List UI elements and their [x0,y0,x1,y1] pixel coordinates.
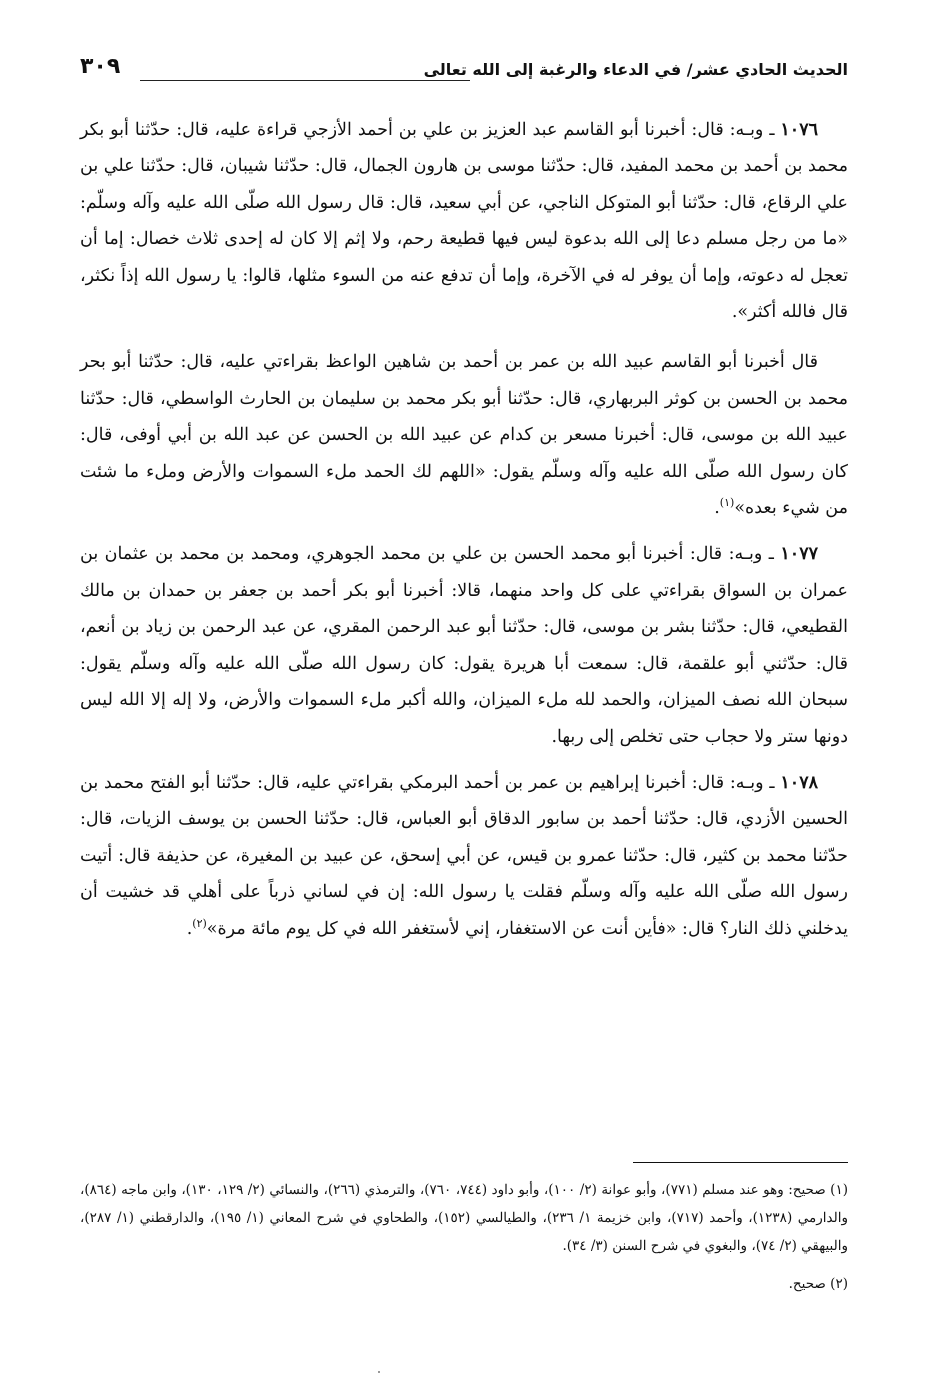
hadith-number: ١٠٧٦ [780,120,818,140]
footnote-ref-1[interactable]: (١) [719,496,735,510]
narration-text: قال أخبرنا أبو القاسم عبيد الله بن عمر بن أحمد بن شاهين الواعظ بقراءتي عليه، قال: حدّثنا أبو بحر محمد بن الحسن بن كوثر البربهاري، قال: حدّثنا أبو بكر محمد بن سليمان بن الحارث الواسطي، قال: حدّثنا عبيد الله بن موسى، قال: أخبرنا مسعر بن كدام عن عبيد الله بن الحسن عن عبد الله بن أبي أوفى، قال: كان رسول الله صلّى الله عليه وآله وسلّم يقول: «اللهم لك الحمد ملء السموات والأرض وملء ما شئت من شيء بعده» [80,352,848,519]
main-text [80,112,848,947]
narration-paragraph: قال أخبرنا أبو القاسم عبيد الله بن عمر بن أحمد بن شاهين الواعظ بقراءتي عليه، قال: حدّثنا أبو بحر محمد بن الحسن بن كوثر البربهاري، قال: حدّثنا أبو بكر محمد بن سليمان بن الحارث الواسطي، قال: حدّثنا عبيد الله بن موسى، قال: أخبرنا مسعر بن كدام عن عبيد الله بن الحسن عن عبد الله بن أبي أوفى، قال: كان رسول الله صلّى الله عليه وآله وسلّم يقول: «اللهم لك الحمد ملء السموات والأرض وملء ما شئت من شيء بعده»$^{(١)}$. [80,352,848,519]
footnotes [80,1176,848,1298]
footnote-2: (٢) صحيح. [788,1276,848,1292]
footnote-1: (١) صحيح: وهو عند مسلم (٧٧١)، وأبو عوانة (٢/ ١٠٠)، وأبو داود (٧٤٤، ٧٦٠)، والترمذي (٢٦٦)، والنسائي (٢/ ١٢٩، ١٣٠)، وابن ماجه (٨٦٤)، والدارمي (١٢٣٨)، وأحمد (٧١٧)، وابن خزيمة ١/ ٢٣٦)، والطيالسي (١٥٢)، والطحاوي في شرح المعاني (١/ ١٩٥)، والدارقطني (١/ ٢٨٧)، والبيهقي (٢/ ٧٤)، والبغوي في شرح السنن (٣/ ٣٤). [80,1182,849,1254]
hadith-text: ـ وبـه: قال: أخبرنا إبراهيم بن عمر بن أحمد البرمكي بقراءتي عليه، قال: حدّثنا أبو الفتح محمد بن الحسين الأزدي، قال: حدّثنا أحمد بن سابور الدقاق أبو العباس، قال: حدّثنا الحسن بن يوسف الزيات، قال: حدّثنا محمد بن كثير، قال: حدّثنا عمرو بن قيس، عن أبي إسحق، عن عبيد بن المغيرة، عن حذيفة قال: أتيت رسول الله صلّى الله عليه وآله وسلّم فقلت يا رسول الله: إن في لساني ذرباً على أهلي قد خشيت أن يدخلني ذلك النار؟ قال: «فأين أنت عن الاستغفار، إني لأستغفر الله في كل يوم مائة مرة» [80,772,848,939]
hadith-1077 [80,536,848,754]
hadith-text: ـ وبـه: قال: أخبرنا أبو محمد الحسن بن علي بن محمد الجوهري، ومحمد بن محمد بن عثمان بن عمران بن السواق بقراءتي على كل واحد منهما، قالا: أخبرنا أبو بكر أحمد بن جعفر بن حمدان بن مالك القطيعي، قال: حدّثنا بشر بن موسى، قال: حدّثنا أبو عبد الرحمن المقري، عن عبد الرحمن بن زياد بن أنعم، قال: حدّثني أبو علقمة، قال: سمعت أبا هريرة يقول: كان رسول الله صلّى الله عليه وآله وسلّم يقول: سبحان الله نصف الميزان، والحمد لله ملء الميزان، والله أكبر ملء السموات والأرض، ولا إله إلا الله ليس دونها ستر ولا حجاب حتى تخلص إلى ربها. [80,544,848,747]
footnote-ref-2[interactable]: (٢) [192,916,207,930]
header-rule [140,80,470,81]
hadith-1076 [80,112,848,330]
footnote-divider [633,1162,848,1163]
hadith-number: ١٠٧٧ [780,544,818,565]
hadith-1078: ١٠٧٨ ـ وبـه: قال: أخبرنا إبراهيم بن عمر بن أحمد البرمكي بقراءتي عليه، قال: حدّثنا أبو الفتح محمد بن الحسين الأزدي، قال: حدّثنا أحمد بن سابور الدقاق أبو العباس، قال: حدّثنا الحسن بن يوسف الزيات، قال: حدّثنا محمد بن كثير، قال: حدّثنا عمرو بن قيس، عن أبي إسحق، عن عبيد بن المغيرة، عن حذيفة قال: أتيت رسول الله صلّى الله عليه وآله وسلّم فقلت يا رسول الله: إن في لساني ذرباً على أهلي قد خشيت أن يدخلني ذلك النار؟ قال: «فأين أنت عن الاستغفار، إني لأستغفر الله في كل يوم مائة مرة»$^{(٢)}$. [80,772,848,939]
hadith-number: ١٠٧٨ [780,772,818,793]
page-mark [378,1371,380,1373]
page-header [80,54,848,92]
hadith-text: ـ وبـه: قال: أخبرنا أبو القاسم عبد العزيز بن علي بن أحمد الأزجي قراءة عليه، قال: حدّثنا أبو بكر محمد بن أحمد بن محمد المفيد، قال: حدّثنا موسى بن هارون الجمال، قال: حدّثنا شيبان، قال: حدّثنا علي بن علي الرقاع، قال: حدّثنا أبو المتوكل الناجي، عن أبي سعيد، قال: قال رسول الله صلّى الله عليه وآله وسلّم: «ما من رجل مسلم دعا إلى الله بدعوة ليس فيها قطيعة رحم، ولا إثم إلا كان له إحدى ثلاث خصال: إما أن تعجل له دعوته، وإما أن يوفر له في الآخرة، وإما أن تدفع عنه من السوء مثلها، قالوا: يا رسول الله إذاً نكثر، قال فالله أكثر». [80,120,848,323]
running-title: الحديث الحادي عشر/ في الدعاء والرغبة إلى الله تعالى [423,60,848,79]
page-number: ٣٠٩ [80,54,121,79]
